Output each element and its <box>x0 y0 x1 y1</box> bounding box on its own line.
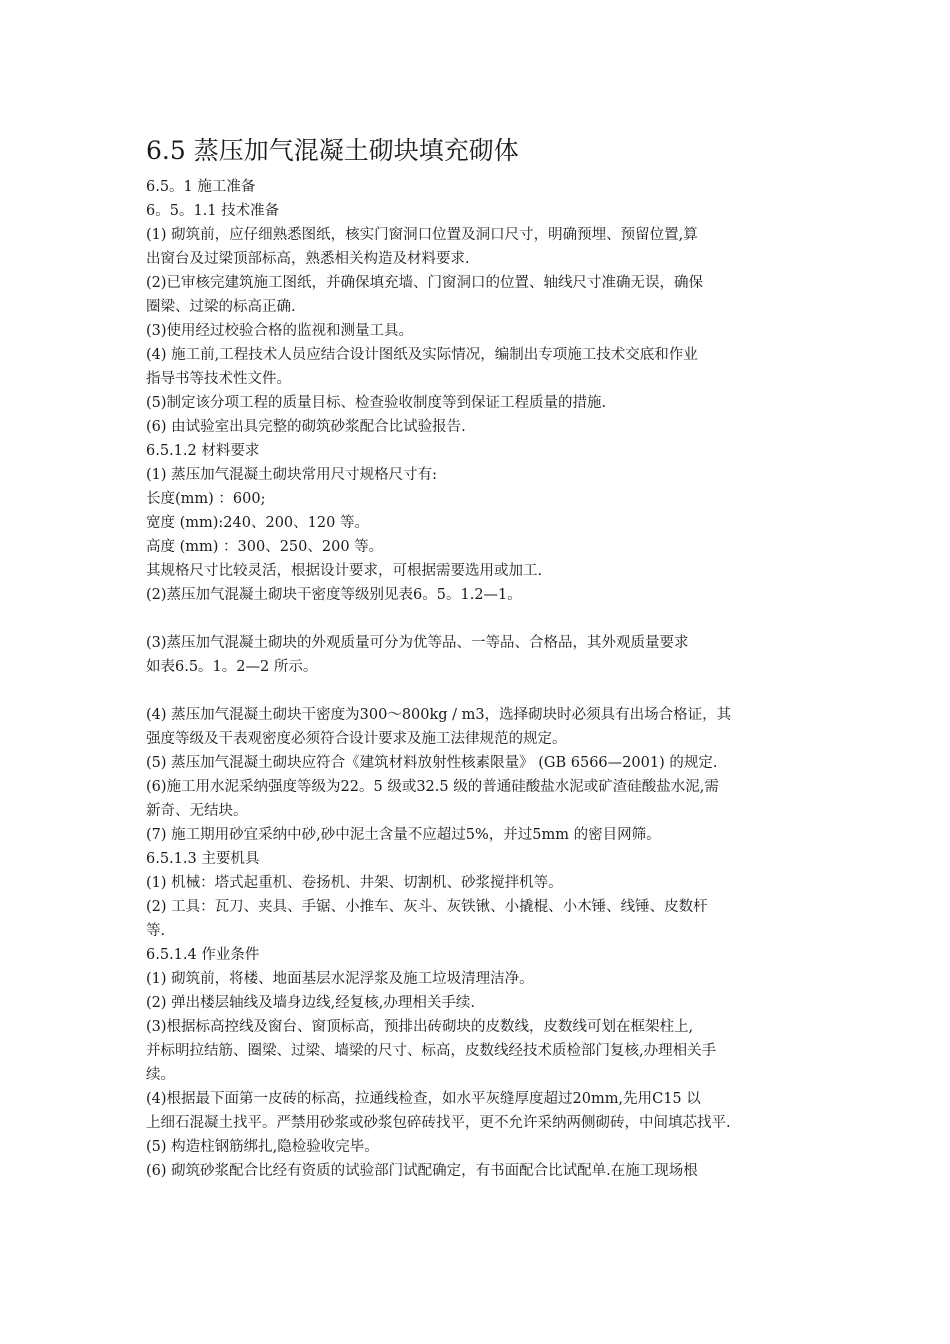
paragraph-line: (2)已审核完建筑施工图纸，并确保填充墙、门窗洞口的位置、轴线尺寸准确无误，确保 <box>146 275 704 291</box>
paragraph-line: (3)使用经过校验合格的监视和测量工具。 <box>146 323 414 339</box>
paragraph-line: 强度等级及干表观密度必须符合设计要求及施工法律规范的规定。 <box>146 731 567 747</box>
paragraph-line: (2)蒸压加气混凝土砌块干密度等级别见表6。5。1.2—1。 <box>146 587 522 603</box>
paragraph-line: 长度(mm) ：600; <box>146 491 266 507</box>
paragraph-line: (6)施工用水泥采纳强度等级为22。5 级或32.5 级的普通硅酸盐水泥或矿渣硅酸盐水泥,需 <box>146 779 719 795</box>
paragraph-line: (6) 砌筑砂浆配合比经有资质的试验部门试配确定，有书面配合比试配单.在施工现场根 <box>146 1163 698 1179</box>
paragraph-line: 指导书等技术性文件。 <box>146 371 291 387</box>
section-title: 6.5 蒸压加气混凝土砌块填充砌体 <box>146 136 519 165</box>
paragraph-line: (2) 弹出楼层轴线及墙身边线,经复核,办理相关手续. <box>146 995 475 1011</box>
paragraph-line: 上细石混凝土找平。严禁用砂浆或砂浆包碎砖找平，更不允许采纳两侧砌砖，中间填芯找平. <box>146 1115 731 1131</box>
paragraph-line: 并标明拉结筋、圈梁、过梁、墙梁的尺寸、标高，皮数线经技术质检部门复核,办理相关手 <box>146 1043 717 1059</box>
paragraph-line: 续。 <box>146 1067 175 1083</box>
paragraph-line: (5) 构造柱钢筋绑扎,隐检验收完毕。 <box>146 1139 379 1155</box>
heading-technical-prep: 6。5。1.1 技术准备 <box>146 203 280 219</box>
paragraph-line: (4) 施工前,工程技术人员应结合设计图纸及实际情况，编制出专项施工技术交底和作业 <box>146 347 698 363</box>
heading-work-conditions: 6.5.1.4 作业条件 <box>146 947 260 963</box>
heading-construction-prep: 6.5。1 施工准备 <box>146 179 256 195</box>
paragraph-line: 如表6.5。1。2—2 所示。 <box>146 659 318 675</box>
paragraph-line: (5)制定该分项工程的质量目标、检查验收制度等到保证工程质量的措施. <box>146 395 607 411</box>
paragraph-line: (6) 由试验室出具完整的砌筑砂浆配合比试验报告. <box>146 419 466 435</box>
paragraph-line: (3)根据标高控线及窗台、窗顶标高，预排出砖砌块的皮数线，皮数线可划在框架柱上, <box>146 1019 694 1035</box>
heading-main-equipment: 6.5.1.3 主要机具 <box>146 851 260 867</box>
paragraph-line: (4)根据最下面第一皮砖的标高，拉通线检查，如水平灰缝厚度超过20mm,先用C15 以 <box>146 1091 701 1107</box>
paragraph-line: 出窗台及过梁顶部标高，熟悉相关构造及材料要求. <box>146 251 470 267</box>
paragraph-line: 新奇、无结块。 <box>146 803 248 819</box>
paragraph-line: 高度 (mm) ：300、250、200 等。 <box>146 539 384 555</box>
paragraph-line: 其规格尺寸比较灵活，根据设计要求，可根据需要选用或加工. <box>146 563 543 579</box>
paragraph-line: 等. <box>146 923 166 939</box>
paragraph-line: (4) 蒸压加气混凝土砌块干密度为300～800kg / m3，选择砌块时必须具有出场合格证，其 <box>146 707 732 723</box>
paragraph-line: (2) 工具：瓦刀、夹具、手锯、小推车、灰斗、灰铁锹、小撬棍、小木锤、线锤、皮数杆 <box>146 899 708 915</box>
paragraph-line: (5) 蒸压加气混凝土砌块应符合《建筑材料放射性核素限量》 (GB 6566—2001) 的规定. <box>146 755 718 771</box>
paragraph-line: (3)蒸压加气混凝土砌块的外观质量可分为优等品、一等品、合格品，其外观质量要求 <box>146 635 689 651</box>
heading-material-req: 6.5.1.2 材料要求 <box>146 443 260 459</box>
paragraph-line: (7) 施工期用砂宜采纳中砂,砂中泥土含量不应超过5%，并过5mm 的密目网筛。 <box>146 827 661 843</box>
paragraph-line: (1) 砌筑前，应仔细熟悉图纸，核实门窗洞口位置及洞口尺寸，明确预埋、预留位置,算 <box>146 227 698 243</box>
paragraph-line: (1) 砌筑前，将楼、地面基层水泥浮浆及施工垃圾清理洁净。 <box>146 971 534 987</box>
paragraph-line: 宽度 (mm):240、200、120 等。 <box>146 515 369 531</box>
paragraph-line: (1) 机械：塔式起重机、卷扬机、井架、切割机、砂浆搅拌机等。 <box>146 875 563 891</box>
paragraph-line: 圈梁、过梁的标高正确. <box>146 299 296 315</box>
paragraph-line: (1) 蒸压加气混凝土砌块常用尺寸规格尺寸有: <box>146 467 438 483</box>
